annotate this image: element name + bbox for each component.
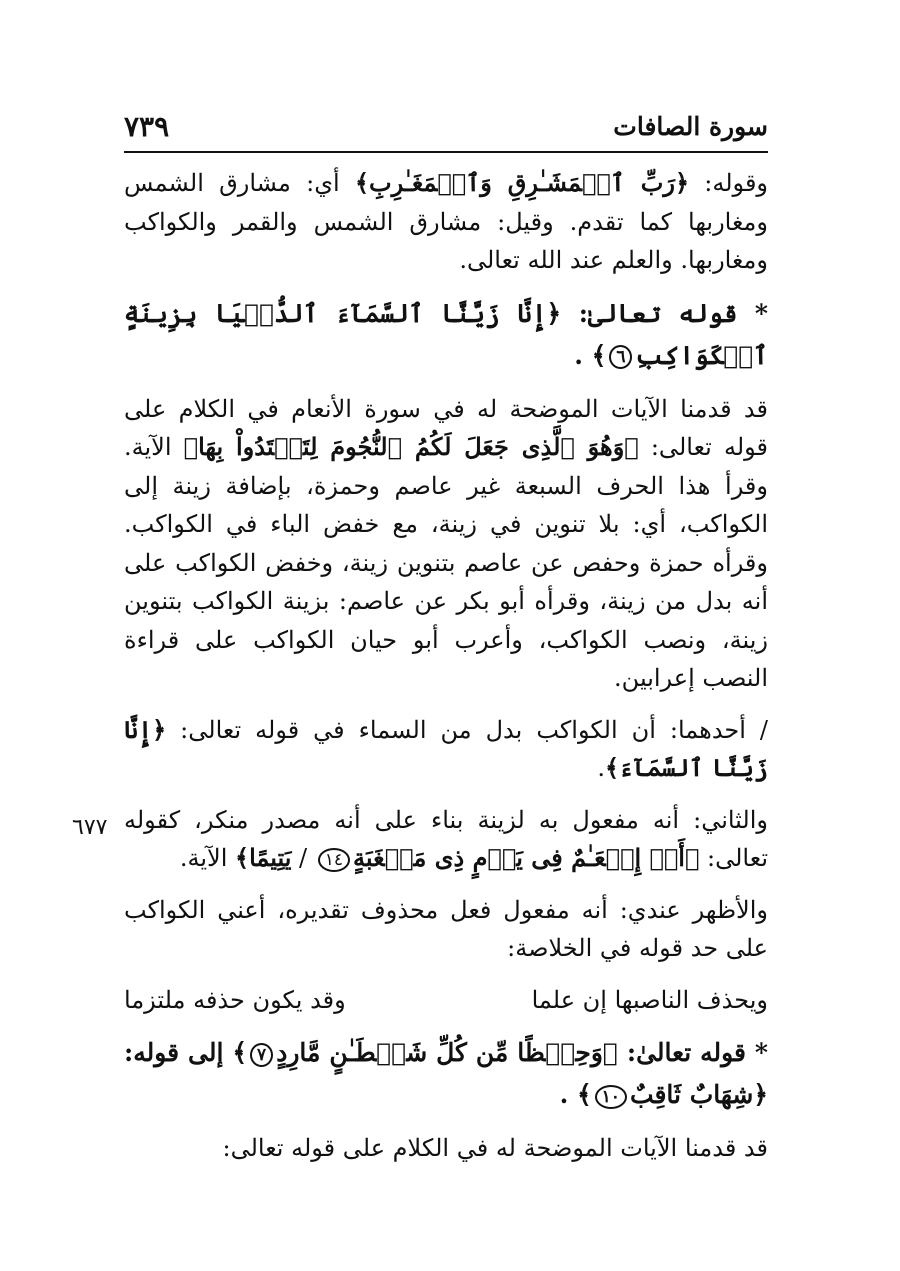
paragraph-5: والأظهر عندي: أنه مفعول فعل محذوف تقديره، أعني الكواكب على حد قوله في الخلاصة: xyxy=(124,895,768,962)
ayah-number-mark: ٧ xyxy=(250,1043,273,1067)
text: أي: مشارق الشمس ومغاربها كما تقدم. وقيل: مشارق الشمس والقمر والكواكب ومغاربها. والعلم عند الله تعالى. xyxy=(124,169,768,274)
surah-title: سورة الصافات xyxy=(613,112,768,141)
quran-verse: ﴿شِهَابٌ ثَاقِبٌ xyxy=(629,1080,768,1109)
section-heading-2 xyxy=(124,1032,768,1116)
ayah-number-mark: ١٠ xyxy=(595,1085,627,1109)
section-heading-1 xyxy=(124,293,768,377)
text: . xyxy=(597,754,605,782)
paragraph-4 xyxy=(124,801,768,878)
text: قد قدمنا الآيات الموضحة له في سورة الأنعام في الكلام على قوله تعالى: xyxy=(124,394,769,461)
margin-reference: ٦٧٧ xyxy=(72,815,108,840)
quran-verse: ﴿إِنَّا زَيَّنَّا ٱلسَّمَآءَ ٱلدُّنۡيَا بِزِينَةٍ ٱلۡكَوَاكِبِ xyxy=(124,298,768,370)
text: والثاني: أنه مفعول به لزينة بناء على أنه مصدر منكر، كقوله تعالى: xyxy=(124,805,768,872)
text: ﴾ . xyxy=(574,340,607,370)
paragraph-2 xyxy=(124,390,768,698)
paragraph-6: قد قدمنا الآيات الموضحة له في الكلام على قوله تعالى: xyxy=(222,1134,768,1162)
ayah-number-mark: ٦ xyxy=(609,345,632,369)
page-header xyxy=(124,108,768,150)
quran-verse: ﴿أَوۡ إِطۡعَـٰمٌ فِى يَوۡمٍ ذِى مَسۡغَبَةٍ xyxy=(353,843,700,872)
heading-label: * قوله تعالىٰ: xyxy=(561,298,768,328)
poem-verse xyxy=(124,981,768,1020)
text: / xyxy=(291,844,315,872)
text: الآية. xyxy=(179,844,235,872)
page-body xyxy=(124,164,768,1181)
paragraph-1 xyxy=(124,164,768,280)
ayah-number-mark: ١٤ xyxy=(318,848,350,872)
quran-verse: ﴿رَبِّ ٱلۡمَشَـٰرِقِ وَٱلۡمَغَـٰرِبِ﴾ xyxy=(354,168,690,197)
page-number: ٧٣٩ xyxy=(124,110,170,143)
text: وقوله: xyxy=(689,169,769,197)
poem-hemistich-left: وقد يكون حذفه ملتزما xyxy=(124,985,346,1014)
poem-hemistich-right: ويحذف الناصبها إن علما xyxy=(531,985,768,1014)
text: ﴾ إلى قوله: xyxy=(124,1038,248,1067)
paragraph-3 xyxy=(124,711,768,788)
heading-label: * قوله تعالىٰ: xyxy=(617,1038,769,1067)
text: الآية. وقرأ هذا الحرف السبعة غير عاصم وحمزة، بإضافة زينة إلى الكواكب، أي: بلا تنوين في زينة، مع خفض الباء في الكواكب. وقرأه حمزة وحفص عن عاصم بتنوين زينة، وخفض الكواكب على أنه بدل من زينة، وقرأه أبو بكر عن عاصم: بزينة الكواكب بتنوين زينة، ونصب الكواكب، وأعرب أبو حيان الكواكب على قراءة النصب إعرابين. xyxy=(124,433,768,692)
quran-verse: يَتِيمًا﴾ xyxy=(235,843,292,872)
text: ﴾ . xyxy=(559,1080,592,1109)
header-rule xyxy=(124,151,768,153)
quran-verse: ﴿وَهُوَ ٱلَّذِى جَعَلَ لَكُمُ ٱلنُّجُومَ لِتَهۡتَدُواْ بِهَا﴾ xyxy=(183,432,639,461)
quran-verse: ﴿إِنَّا زَيَّنَّا ٱلسَّمَآءَ﴾ xyxy=(124,714,768,782)
text: / أحدهما: أن الكواكب بدل من السماء في قوله تعالى: xyxy=(166,715,768,744)
quran-verse: ﴿وَحِفۡظًا مِّن كُلِّ شَيۡطَـٰنٍ مَّارِدٍ xyxy=(276,1038,618,1067)
